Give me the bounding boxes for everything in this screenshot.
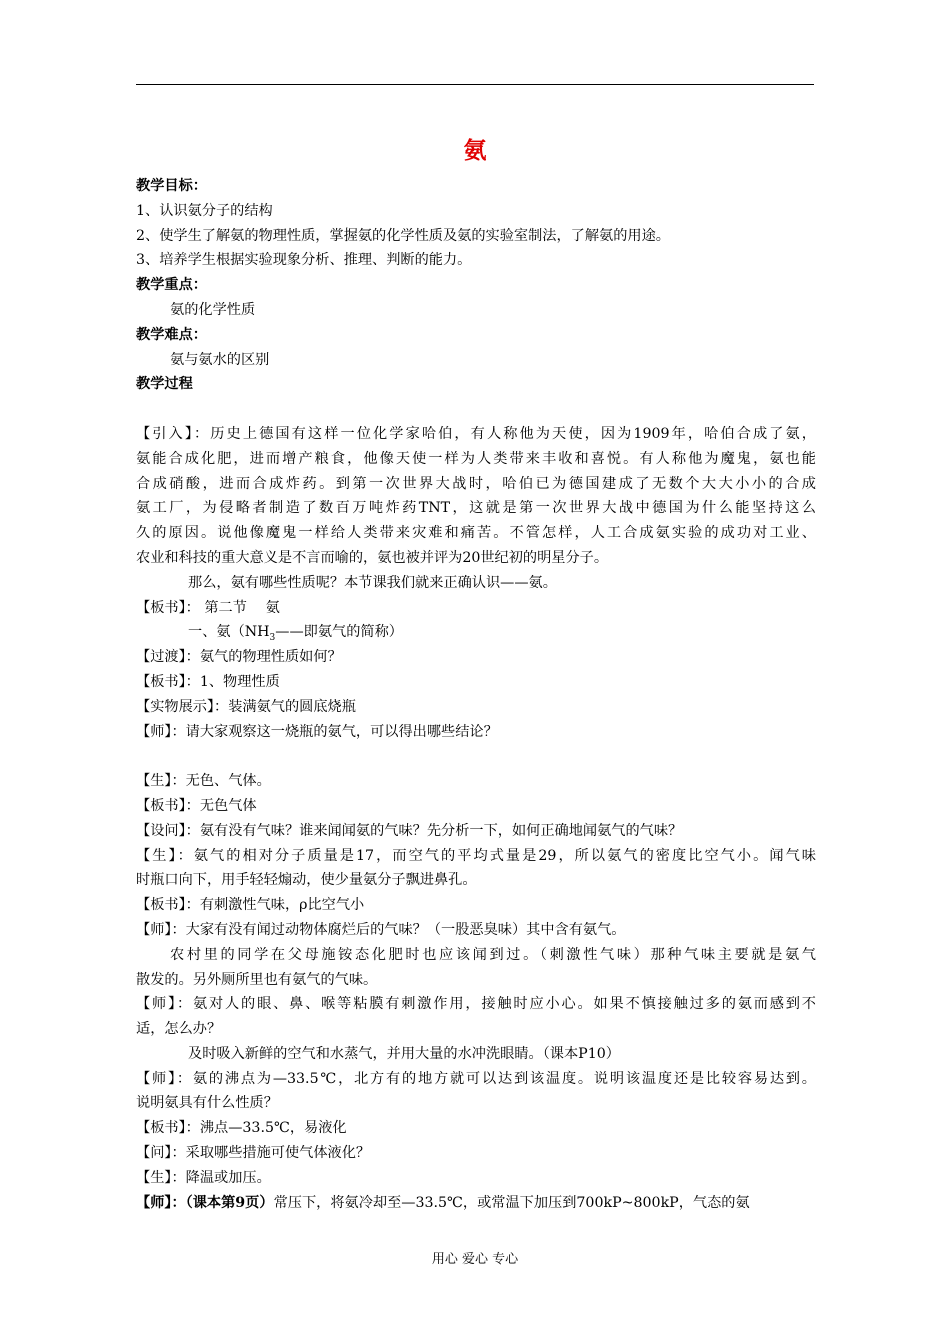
board-note: 【板书】： 第二节 氨: [136, 599, 280, 616]
goal-item: 3、培养学生根据实验现象分析、推理、判断的能力。: [136, 252, 472, 269]
student-note: 【生】：降温或加压。: [136, 1169, 271, 1186]
intro-paragraph-line: 合成硝酸，进而合成炸药。到第一次世界大战时，哈伯已为德国建成了无数个大大小小的合成: [136, 475, 816, 492]
intro-question: 那么，氨有哪些性质呢？本节课我们就来正确认识——氨。: [188, 574, 557, 591]
goals-heading: 教学目标：: [136, 178, 207, 194]
document-body: [136, 174, 816, 1215]
teacher-note: 【师】：请大家观察这一烧瓶的氨气，可以得出哪些结论？: [136, 723, 498, 740]
focus-heading: 教学重点：: [136, 277, 207, 294]
board-note: 【板书】：1、物理性质: [136, 673, 280, 690]
teacher-label: 【师】：: [136, 1194, 186, 1211]
board-note: 【板书】：有刺激性气味，ρ比空气小: [136, 897, 365, 914]
intro-paragraph-line: 【引入】：历史上德国有这样一位化学家哈伯，有人称他为天使，因为1909年，哈伯合成了氨，: [136, 425, 816, 442]
difficulty-heading: 教学难点：: [136, 326, 207, 343]
teacher-note: [136, 1191, 816, 1216]
intro-paragraph-line: 久的原因。说他像魔鬼一样给人类带来灾难和痛苦。不管怎样，人工合成氨实验的成功对工业、: [136, 525, 816, 542]
teacher-note: 【师】：氨对人的眼、鼻、喉等粘膜有刺激作用，接触时应小心。如果不慎接触过多的氨而感到不: [136, 996, 816, 1013]
student-note: 时瓶口向下，用手轻轻煽动，使少量氨分子飘进鼻孔。: [136, 872, 477, 889]
section-text: 一、氨（NH: [188, 624, 270, 641]
teacher-answer: 及时吸入新鲜的空气和水蒸气，并用大量的水冲洗眼睛。（课本P10）: [188, 1045, 620, 1062]
demo-note: 【实物展示】：装满氨气的圆底烧瓶: [136, 698, 356, 715]
page-footer: 用心 爱心 专心: [431, 1252, 519, 1267]
transition-note: 【过渡】：氨气的物理性质如何？: [136, 649, 342, 666]
question-note: 【设问】：氨有没有气味？谁来闻闻氨的气味？先分析一下，如何正确地闻氨气的气味？: [136, 822, 683, 839]
section-text: ——即氨气的简称）: [275, 624, 403, 641]
textbook-reference: （课本第9页）: [185, 1194, 274, 1211]
intro-paragraph-line: 农业和科技的重大意义是不言而喻的，氨也被并评为20世纪初的明星分子。: [136, 549, 609, 566]
student-note: 【生】：氨气的相对分子质量是17，而空气的平均式量是29，所以氨气的密度比空气小。闻气味: [136, 847, 816, 864]
teacher-note: 【师】：氨的沸点为—33.5℃，北方有的地方就可以达到该温度。说明该温度还是比较容易达到。: [136, 1070, 816, 1087]
teacher-note-continued: 散发的。另外厕所里也有氨气的气味。: [136, 971, 378, 988]
header-rule: [136, 84, 814, 85]
goal-item: 2、使学生了解氨的物理性质，掌握氨的化学性质及氨的实验室制法，了解氨的用途。: [136, 227, 670, 244]
focus-text: 氨的化学性质: [170, 301, 256, 318]
teacher-note-continued: 农村里的同学在父母施铵态化肥时也应该闻到过。（刺激性气味）那种气味主要就是氨气: [170, 946, 816, 963]
intro-paragraph-line: 氨能合成化肥，进而增产粮食，他像天使一样为人类带来丰收和喜悦。有人称他为魔鬼，氨也能: [136, 450, 816, 467]
board-note: 【板书】：无色气体: [136, 797, 257, 814]
board-note: 【板书】：沸点—33.5℃，易液化: [136, 1120, 347, 1137]
teacher-note: 说明氨具有什么性质？: [136, 1095, 278, 1112]
teacher-text: 常压下，将氨冷却至—33.5℃，或常温下加压到700kP~800kP，气态的氨: [273, 1194, 750, 1211]
section-heading-ammonia: [136, 620, 816, 645]
page-title: 氨: [463, 137, 487, 164]
teacher-note: 适，怎么办？: [136, 1021, 222, 1038]
student-note: 【生】：无色、气体。: [136, 773, 271, 790]
goal-item: 1、认识氨分子的结构: [136, 202, 273, 219]
intro-paragraph-line: 氨工厂，为侵略者制造了数百万吨炸药TNT，这就是第一次世界大战中德国为什么能坚持这么: [136, 500, 816, 517]
formula-subscript: 3: [269, 633, 276, 644]
difficulty-text: 氨与氨水的区别: [170, 351, 270, 368]
blank-line: [136, 397, 816, 422]
blank-line: [136, 744, 816, 769]
process-heading: 教学过程: [136, 376, 193, 393]
teacher-note: 【师】：大家有没有闻过动物体腐烂后的气味？（一股恶臭味）其中含有氨气。: [136, 921, 626, 938]
ask-note: 【问】：采取哪些措施可使气体液化？: [136, 1145, 371, 1162]
